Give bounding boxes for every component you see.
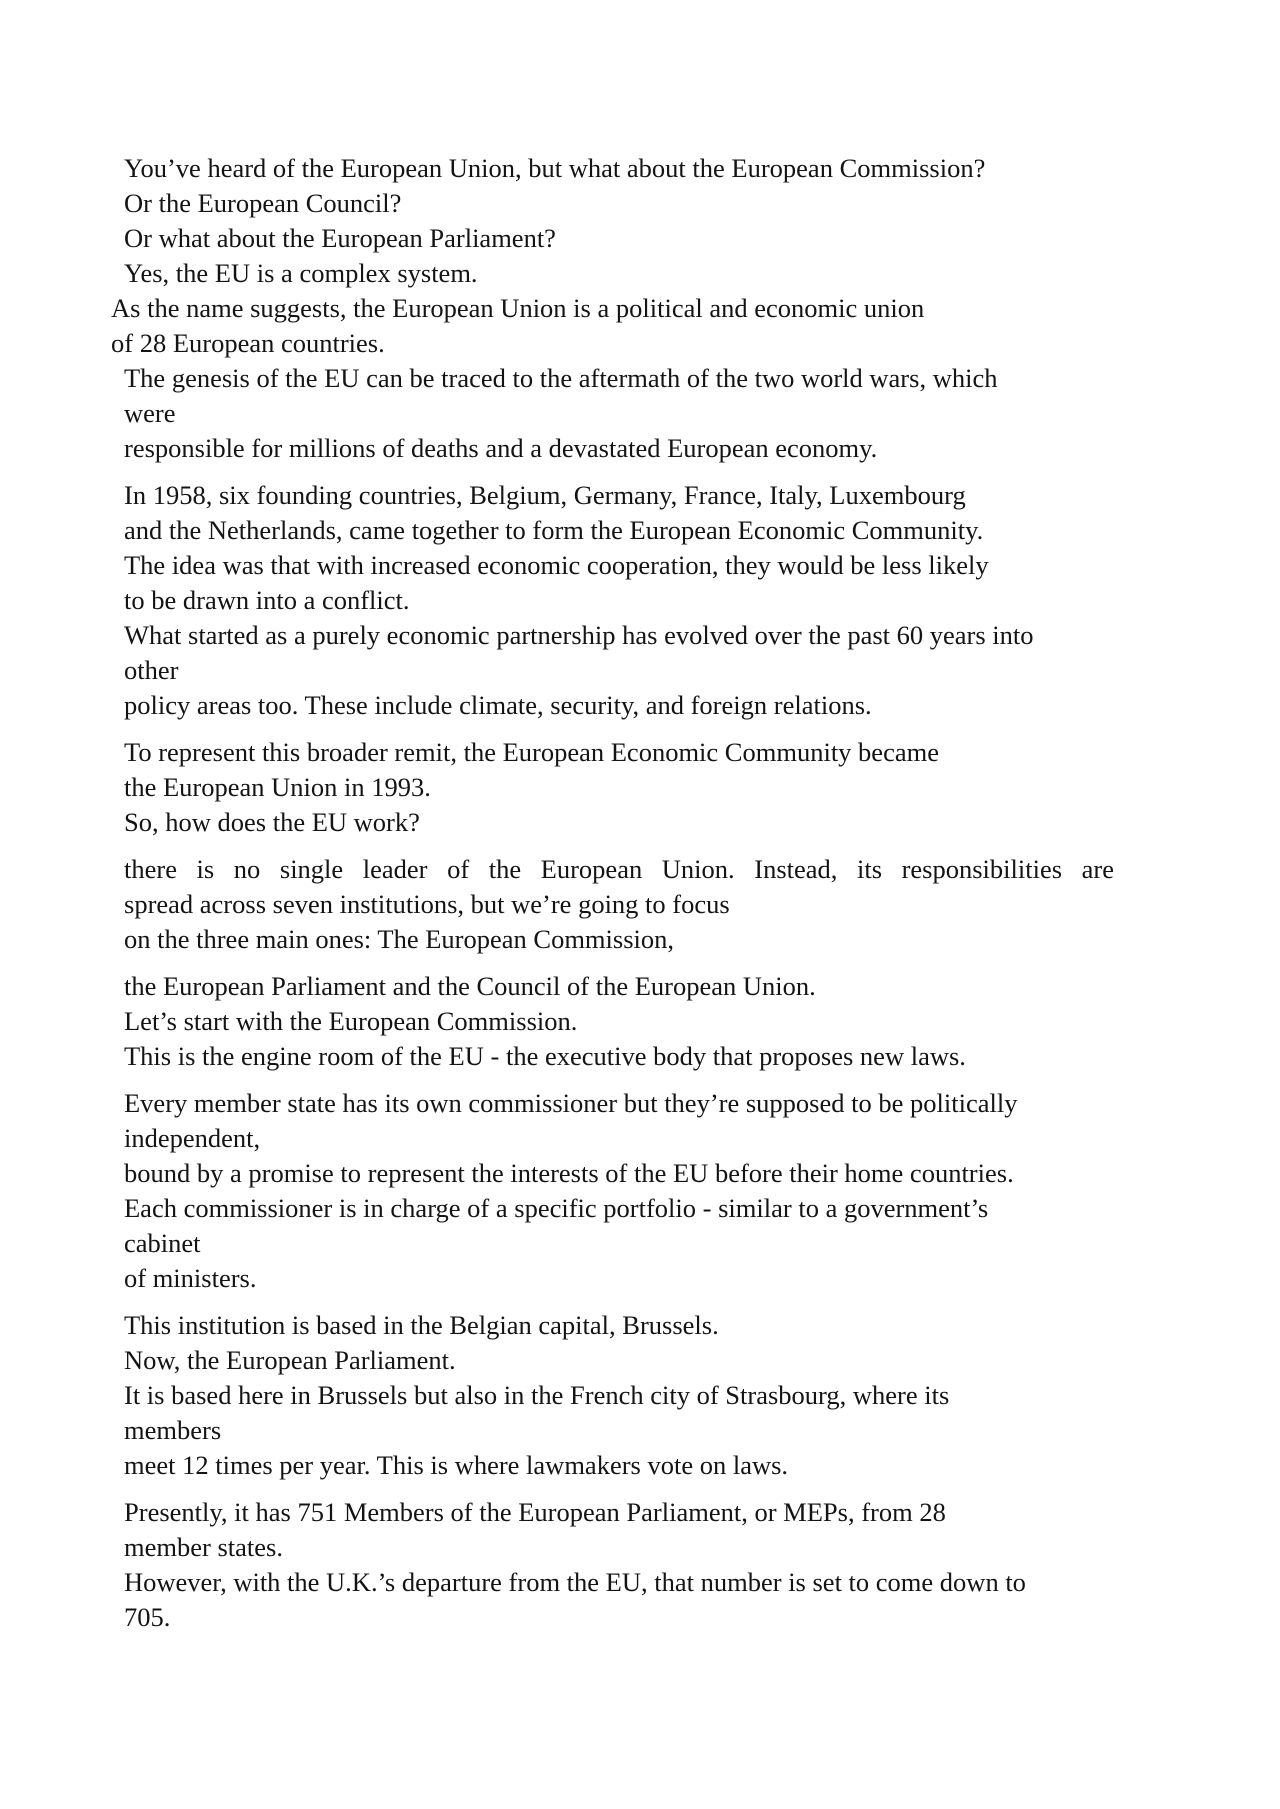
text-line: responsible for millions of deaths and a devastated European economy.: [124, 433, 878, 463]
text-line: the European Union in 1993.: [124, 772, 431, 802]
text-line: In 1958, six founding countries, Belgium, Germany, France, Italy, Luxembourg: [124, 480, 966, 510]
text-line: Or what about the European Parliament?: [124, 223, 556, 253]
text-line: independent,: [124, 1123, 261, 1153]
text-line: Now, the European Parliament.: [124, 1345, 456, 1375]
text-line: of 28 European countries.: [111, 328, 385, 358]
text-line: of ministers.: [124, 1263, 257, 1293]
text-line: there is no single leader of the European Union. Instead, its responsibilities are: [124, 854, 1114, 884]
text-line: Presently, it has 751 Members of the European Parliament, or MEPs, from 28: [124, 1497, 946, 1527]
text-line: However, with the U.K.’s departure from the EU, that number is set to come down to: [124, 1567, 1026, 1597]
text-line: on the three main ones: The European Commission,: [124, 924, 675, 954]
text-line: other: [124, 655, 179, 685]
text-line: You’ve heard of the European Union, but what about the European Commission?: [124, 153, 986, 183]
text-line: Yes, the EU is a complex system.: [124, 258, 478, 288]
text-line: bound by a promise to represent the interests of the EU before their home countries.: [124, 1158, 1014, 1188]
text-line: 705.: [124, 1602, 171, 1632]
text-line: spread across seven institutions, but we’re going to focus: [124, 889, 730, 919]
text-line: and the Netherlands, came together to form the European Economic Community.: [124, 515, 984, 545]
text-line: This is the engine room of the EU - the executive body that proposes new laws.: [124, 1041, 966, 1071]
text-line: Every member state has its own commissioner but they’re supposed to be politically: [124, 1088, 1018, 1118]
text-line: policy areas too. These include climate, security, and foreign relations.: [124, 690, 872, 720]
text-line: meet 12 times per year. This is where lawmakers vote on laws.: [124, 1450, 789, 1480]
text-line: So, how does the EU work?: [124, 807, 420, 837]
text-line: As the name suggests, the European Union is a political and economic union: [111, 293, 925, 323]
text-line: were: [124, 398, 176, 428]
text-line: cabinet: [124, 1228, 201, 1258]
text-line: This institution is based in the Belgian capital, Brussels.: [124, 1310, 719, 1340]
text-line: member states.: [124, 1532, 283, 1562]
text-line: to be drawn into a conflict.: [124, 585, 410, 615]
text-line: the European Parliament and the Council of the European Union.: [124, 971, 816, 1001]
text-line: What started as a purely economic partnership has evolved over the past 60 years into: [124, 620, 1034, 650]
text-line: It is based here in Brussels but also in the French city of Strasbourg, where its: [124, 1380, 950, 1410]
text-line: The genesis of the EU can be traced to the aftermath of the two world wars, which: [124, 363, 998, 393]
text-line: Each commissioner is in charge of a specific portfolio - similar to a government’s: [124, 1193, 989, 1223]
text-line: members: [124, 1415, 222, 1445]
text-line: Or the European Council?: [124, 188, 402, 218]
text-line: Let’s start with the European Commission.: [124, 1006, 578, 1036]
text-line: The idea was that with increased economic cooperation, they would be less likely: [124, 550, 989, 580]
text-line: To represent this broader remit, the European Economic Community became: [124, 737, 939, 767]
